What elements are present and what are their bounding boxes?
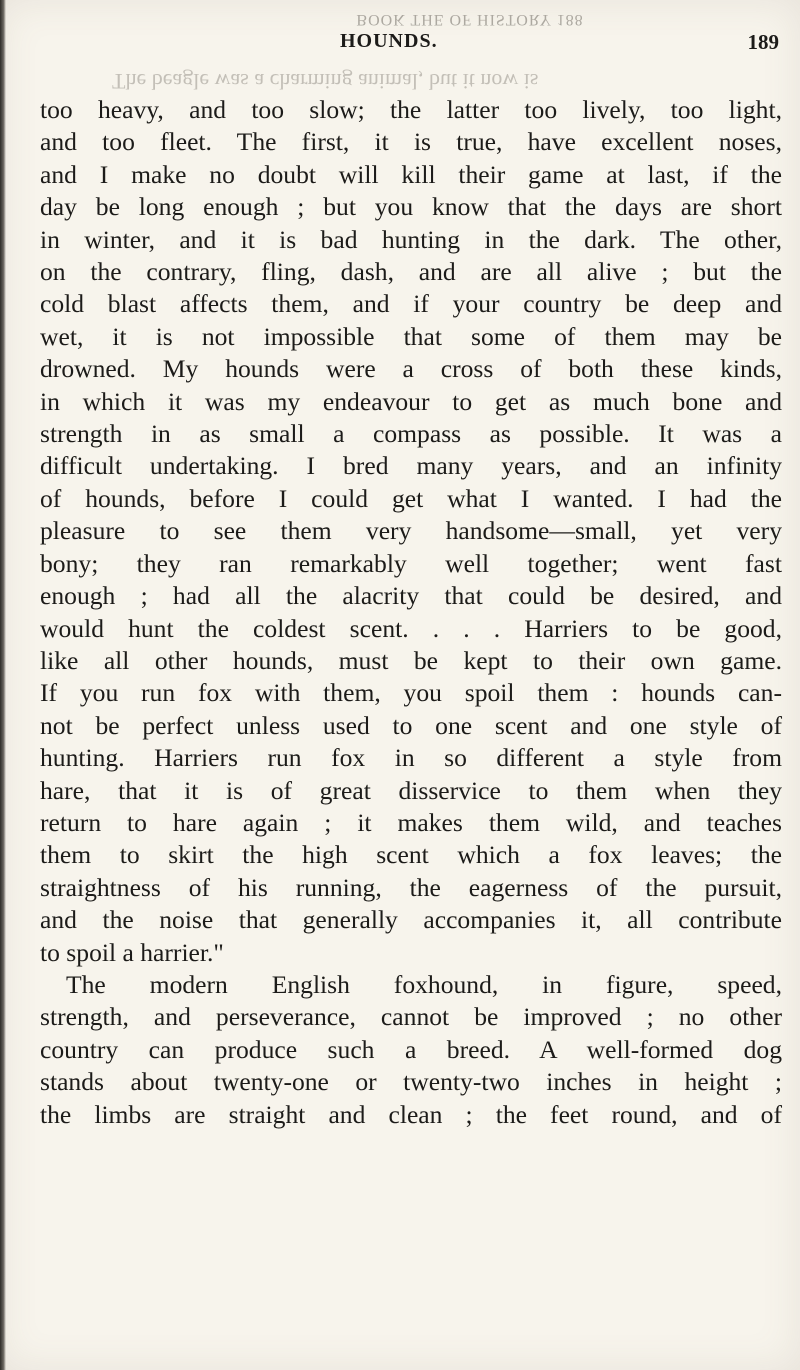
text-line: on the contrary, fling, dash, and are all alive ; but the xyxy=(40,257,782,287)
text-line: them to skirt the high scent which a fox leaves; the xyxy=(40,840,782,870)
running-title: HOUNDS. xyxy=(340,30,438,52)
text-line: If you run fox with them, you spoil them : hounds can- xyxy=(40,678,782,708)
text-line: in winter, and it is bad hunting in the dark. The other, xyxy=(40,224,782,254)
text-line: difficult undertaking. I bred many years, and an infinity xyxy=(40,451,782,481)
bleed-through-text: The beagle was a charming animal, but it now is xyxy=(112,69,539,94)
text-line: to spoil a harrier." xyxy=(40,937,224,967)
text-line: stands about twenty-one or twenty-two inches in height ; xyxy=(40,1067,782,1097)
text-line: enough ; had all the alacrity that could be desired, and xyxy=(40,581,782,611)
text-line: and the noise that generally accompanies it, all contribute xyxy=(40,905,782,935)
text-line: not be perfect unless used to one scent and one style of xyxy=(40,710,782,740)
page-number: 189 xyxy=(747,30,779,54)
text-line: return to hare again ; it makes them wild, and teaches xyxy=(40,807,782,837)
text-line: pleasure to see them very handsome—small, yet very xyxy=(40,516,782,546)
text-line: strength in as small a compass as possible. It was a xyxy=(40,419,782,449)
page-header xyxy=(0,30,800,70)
text-line: and too fleet. The first, it is true, have excellent noses, xyxy=(40,127,782,157)
text-line: day be long enough ; but you know that the days are short xyxy=(40,192,782,222)
text-line: straightness of his running, the eagerness of the pursuit, xyxy=(40,872,782,902)
text-line: country can produce such a breed. A well-formed dog xyxy=(40,1034,782,1064)
page-binding-edge xyxy=(0,0,6,1370)
text-line: hare, that it is of great disservice to them when they xyxy=(40,775,782,805)
text-line: in which it was my endeavour to get as much bone and xyxy=(40,386,782,416)
bleed-through-header: BOOK THE OF HISTORY 188 xyxy=(356,11,584,28)
text-line: and I make no doubt will kill their game at last, if the xyxy=(40,159,782,189)
text-line: cold blast affects them, and if your country be deep and xyxy=(40,289,782,319)
text-line: too heavy, and too slow; the latter too lively, too light, xyxy=(40,95,782,124)
text-line: of hounds, before I could get what I wanted. I had the xyxy=(40,483,782,513)
text-line: hunting. Harriers run fox in so different a style from xyxy=(40,743,782,773)
text-line: strength, and perseverance, cannot be improved ; no other xyxy=(40,1002,782,1032)
body-text xyxy=(40,94,782,1131)
text-line: drowned. My hounds were a cross of both these kinds, xyxy=(40,354,782,384)
text-line: like all other hounds, must be kept to their own game. xyxy=(40,645,782,675)
text-line: the limbs are straight and clean ; the feet round, and of xyxy=(40,1099,782,1129)
paragraph-start-line: The modern English foxhound, in figure, speed, xyxy=(66,969,782,999)
text-line: bony; they ran remarkably well together; went fast xyxy=(40,548,782,578)
text-line: would hunt the coldest scent. . . . Harriers to be good, xyxy=(40,613,782,643)
text-line: wet, it is not impossible that some of them may be xyxy=(40,321,782,351)
